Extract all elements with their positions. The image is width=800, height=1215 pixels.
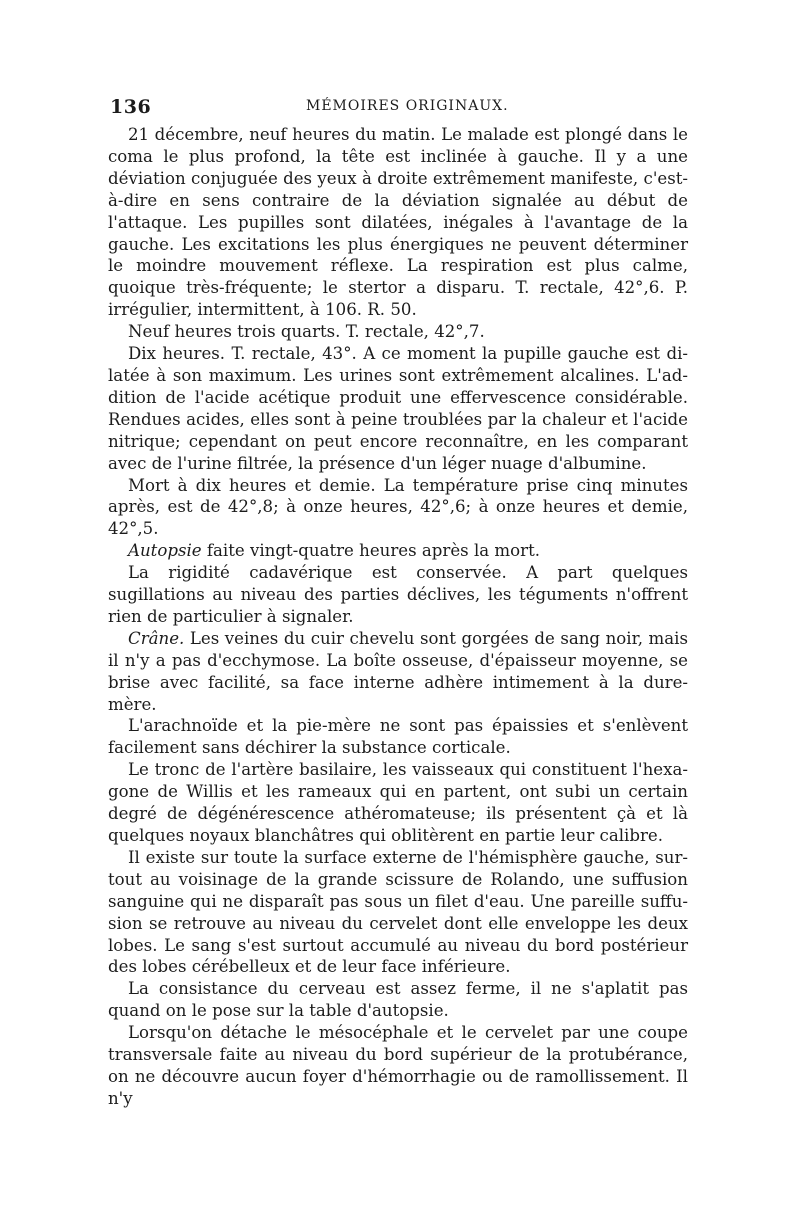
autopsy-heading: Autopsie bbox=[128, 541, 202, 561]
paragraph-nine-forty-five: Neuf heures trois quarts. T. rectale, 42°,7. bbox=[128, 322, 485, 342]
paragraph-arachnoid: L'arachnoïde et la pie-mère ne sont pas épaissies et s'enlèvent facilement sans déchirer la substance corticale. bbox=[108, 716, 688, 758]
document-page bbox=[108, 96, 688, 1110]
skull-heading: Crâne. bbox=[128, 628, 185, 648]
running-title: MÉMOIRES ORIGINAUX. bbox=[306, 98, 509, 114]
paragraph-dec-21: 21 décembre, neuf heures du matin. Le malade est plongé dans le coma le plus profond, la tête est inclinée à gauche. Il y a une déviation conjuguée des yeux à droite extrêmement manifeste, c'est-à-dire en sens contraire de la déviation signalée au début de l'attaque. Les pupilles sont dilatées, inégales à l'avantage de la gauche. Les excitations les plus énergiques ne peuvent déterminer le moindre mouvement réflexe. La respiration est plus calme, quoique très-fréquente; le stertor a disparu. T. rectale, 42°,6. P. irrégulier, intermittent, à 106. R. 50. bbox=[108, 125, 688, 320]
paragraph-autopsy: Autopsie faite vingt-quatre heures après la mort. bbox=[128, 541, 541, 561]
page-number: 136 bbox=[110, 96, 152, 118]
paragraph-rigidity: La rigidité cadavérique est conservée. A part quelques sugillations au niveau des parties déclives, les téguments n'offrent rien de particulier à signaler. bbox=[108, 563, 688, 626]
paragraph-basilar-artery: Le tronc de l'artère basilaire, les vaisseaux qui constituent l'hexagone de Willis et les rameaux qui en partent, ont subi un certain degré de dégénérescence athéromateuse; ils présentent çà et là quelques noyaux blanchâtres qui oblitèrent en partie leur calibre. bbox=[108, 760, 688, 845]
paragraph-consistency: La consistance du cerveau est assez ferme, il ne s'aplatit pas quand on le pose sur la table d'autopsie. bbox=[108, 979, 688, 1021]
running-head bbox=[108, 96, 688, 120]
paragraph-ten-hours: Dix heures. T. rectale, 43°. A ce moment la pupille gauche est dilatée à son maximum. Les urines sont extrêmement alcalines. L'addition de l'acide acétique produit une effervescence considérable. Rendues acides, elles sont à peine troublées par la chaleur et l'acide nitrique; cependant on peut encore reconnaître, en les comparant avec de l'urine filtrée, la présence d'un léger nuage d'albumine. bbox=[108, 344, 688, 473]
paragraph-hemisphere: Il existe sur toute la surface externe de l'hémisphère gauche, surtout au voisinage de la grande scissure de Rolando, une suffusion sanguine qui ne disparaît pas sous un filet d'eau. Une pareille suffusion se retrouve au niveau du cervelet dont elle enveloppe les deux lobes. Le sang s'est surtout accumulé au niveau du bord postérieur des lobes cérébelleux et de leur face inférieure. bbox=[108, 847, 688, 977]
paragraph-death: Mort à dix heures et demie. La température prise cinq minutes après, est de 42°,8; à onze heures, 42°,6; à onze heures et demie, 42°,5. bbox=[108, 475, 688, 539]
body-text bbox=[108, 124, 688, 1110]
paragraph-skull: Crâne. Les veines du cuir chevelu sont gorgées de sang noir, mais il n'y a pas d'ecchymose. La boîte osseuse, d'épaisseur moyenne, se brise avec facilité, sa face interne adhère intimement à la dure-mère. bbox=[108, 628, 688, 714]
paragraph-mesocephalon: Lorsqu'on détache le mésocéphale et le cervelet par une coupe transversale faite au niveau du bord supérieur de la protubérance, on ne découvre aucun foyer d'hémorrhagie ou de ramollissement. Il n'y bbox=[108, 1023, 688, 1108]
